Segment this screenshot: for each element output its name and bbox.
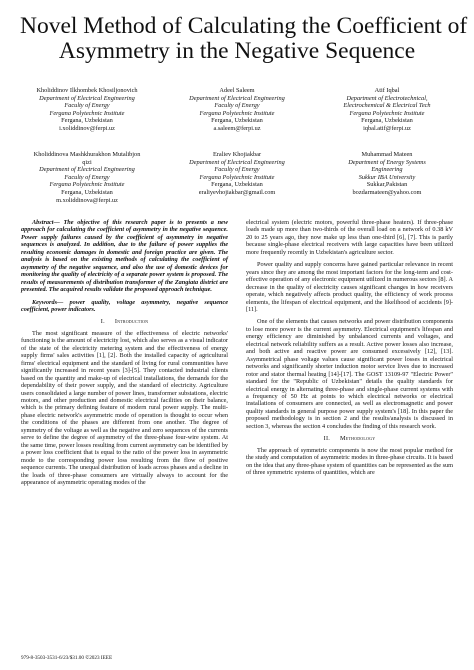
body-paragraph: Power quality and supply concerns have gained particular relevance in recent years since they are among the most important factors for the long-term and cost-effective operation of any electronic equipment utilized in numerous sectors [8]. A decrease in the quality of electricity causes significant changes in how receivers operate, which negatively affects product quality, the efficiency of work process elements, the lifespan of electrical equipment, and the likelihood of accidents [9]-[11].	[246, 261, 453, 313]
author-email: iqbal.atif@ferpi.uz	[363, 124, 411, 132]
section-title: Methodology	[340, 435, 376, 443]
author-institute: Fergana Polytechnic Institute	[199, 173, 275, 181]
author-department: Department of Electrical Engineering	[39, 94, 135, 102]
author-name: Kholiddinova Mashkhurakhon Mutalibjon	[33, 151, 141, 158]
section-title: Introduction	[114, 318, 149, 326]
body-paragraph: One of the elements that causes networks and power distribution components to lose more power is the current asymmetry. Electrical equipment's lifespan and energy efficiency are diminished by unbalanced currents and voltages, and electrical network reliability suffers as a result. Active power losses also increase, and both active and reactive power are consumed excessively [12], [13]. Asymmetrical phase voltage values cause significant power losses in electrical networks and significantly shorter induction motor service lives due to increased rotor and stator thermal heating [14]-[17]. The GOST 13109-97 "Electric Power" standard for the "Republic of Uzbekistan" details the quality standards for electrical energy in alternating three-phase and single-phase current systems with a frequency of 50 Hz at points to which electrical networks or electrical installations of consumers are connected, as well as electromagnetic and power quality standards in general purpose power supply system's [18]. In this paper the proposed methodology is in section 2 and the results/analysis is discussed in section 3, whereas the section 4 concludes the finding of this research work.	[246, 318, 453, 430]
author-name: Muhammad Mateen	[361, 151, 413, 158]
author-name: Eraliev Khojiakbar	[212, 151, 262, 158]
author-institute: Fergana Polytechnic Institute	[49, 181, 125, 189]
author-institute: Sukkur IBA University	[358, 173, 416, 181]
author-city: Fergana, Uzbekistan	[61, 188, 113, 196]
abstract-label: Abstract—	[32, 219, 60, 226]
right-column	[246, 219, 453, 477]
keywords-label: Keywords—	[32, 298, 64, 306]
author-department: Department of Energy Systems	[348, 158, 426, 166]
author-block	[162, 87, 312, 133]
left-column	[21, 219, 228, 486]
author-block	[312, 151, 462, 197]
author-department: Department of Electrical Engineering	[39, 166, 135, 174]
author-name: Atif Iqbal	[374, 87, 400, 94]
author-institute: Fergana Polytechnic Institute	[199, 109, 275, 117]
abstract-paragraph	[21, 219, 228, 294]
section-heading-introduction	[21, 318, 228, 325]
author-faculty: Faculty of Energy	[64, 173, 110, 181]
author-name: Kholiddinov Ilkhombek Khosiljonovich	[36, 87, 138, 94]
author-city: Fergana, Uzbekistan	[211, 117, 263, 125]
author-institute: Fergana Polytechnic Institute	[49, 109, 125, 117]
author-block	[162, 151, 312, 197]
author-city: Fergana, Uzbekistan	[211, 181, 263, 189]
author-block	[12, 151, 162, 204]
author-email: bozdarmateen@yahoo.com	[352, 188, 422, 196]
author-block	[312, 87, 462, 133]
body-paragraph: electrical system (electric motors, powerful three-phase heaters). If three-phase loads made up more than two-thirds of the overall load on a network of 0.38 kV 20 to 25 years ago, they now make up less than one-third [6], [7]. This is partly because single-phase electrical receivers with large capacities have been utilized more frequently recently in Uzbekistan's agriculture sector.	[246, 219, 453, 256]
author-email: m.xoliddinova@ferpi.uz	[56, 196, 118, 204]
author-department: Department of Electrical Engineering	[189, 94, 285, 102]
author-faculty: Faculty of Energy	[64, 102, 110, 110]
author-department: Department of Electrical Engineering	[189, 158, 285, 166]
title-line-1: Novel Method of Calculating the Coefficient of	[20, 13, 468, 39]
abstract-text: The objective of this research paper is to presents a new approach for calculating the coefficient of asymmetry in the negative sequence. Power supply failures caused by the coefficient of asymmetry in negative sequences is analyzed. In addition, due to the failure of power supplies the resulting economic damages in domestic and foreign practice are given. The analysis is based on the existing methods of calculating the coefficient of asymmetry of the negative sequence, and also the use of domestic devices for monitoring the quality of electricity of a separate power system is proposed. The results of measurements of distribution transformer of the Zangiata district are presented. The acquired results validate the proposed approach technique.	[21, 219, 228, 294]
author-faculty: Faculty of Energy	[214, 102, 260, 110]
author-name-cont: qizi	[82, 158, 92, 166]
author-institute: Fergana Polytechnic Institute	[349, 109, 425, 117]
keywords-paragraph	[21, 299, 228, 314]
section-heading-methodology	[246, 435, 453, 442]
section-number: I.	[100, 318, 105, 326]
author-email: i.xoliddinov@ferpi.uz	[59, 124, 115, 132]
author-email: a.saleem@ferpi.uz	[213, 124, 261, 132]
section-number: II.	[323, 435, 330, 443]
author-name: Adeel Saleem	[219, 87, 255, 94]
body-paragraph: The approach of symmetric components is now the most popular method for the study and computation of asymmetric modes in three-phase circuits. It is based on the idea that any three-phase system of quantities can be represented as the sum of three symmetric systems of quantities, which are	[246, 446, 453, 477]
body-paragraph: The most significant measure of the effectiveness of electric networks' functioning is the amount of electricity lost, which also serves as a visual indicator of the state of the electricity metering system and the effectiveness of energy supply firms' sales activities [1], [2]. Both the installed capacity of agricultural firms' electrical equipment and the standard of living for rural communities have significantly increased in recent years [3]-[5]. They contacted industrial clients based on the quantity and make-up of electrical installations, the demands for the dependability of their power supply, and the standard of electricity. Agriculture users consolidated a large number of power lines, transformer substations, electric motors, and other production and domestic electrical facilities on their balance, which is the primary defining feature of modern rural power supply. The multi-phase electric network's asymmetric mode of operation is thought to occur when the conditions of the phases are different from one another. The degree of symmetry of the voltage as well as the negative and zero sequences of the currents serve to define the degree of asymmetry of the three-phase four-wire system. At the same time, power losses resulting from current asymmetry can be identified by a power loss coefficient that is equal to the ratio of the power loss in asymmetric mode to the corresponding power loss resulting from the flow of positive sequence currents. The unequal distribution of loads across phases and a decline in the loads of three-phase consumers are virtually always to account for the appearance of asymmetric operating modes of the	[21, 329, 228, 486]
author-faculty: Faculty of Energy	[214, 166, 260, 174]
author-block	[12, 87, 162, 133]
author-city: Sukkar,Pakistan	[366, 181, 408, 189]
author-faculty: Engineering	[371, 166, 403, 174]
author-city: Fergana, Uzbekistan	[61, 117, 113, 125]
author-city: Fergana, Uzbekistan	[361, 117, 413, 125]
author-email: eraliyevhojiakbar@gmail.com	[198, 188, 276, 196]
title-line-2: Asymmetry in the Negative Sequence	[58, 38, 416, 64]
copyright-footer: 979-8-3503-3531-6/23/$31.00 ©2023 IEEE	[21, 655, 113, 661]
author-faculty: Electrochemical & Electrical Tech	[343, 102, 431, 110]
author-department: Department of Electrotechnical,	[346, 94, 428, 102]
paper-title	[20, 13, 468, 64]
keywords-text: power quality, voltage asymmetry, negative sequence coefficient, power indicators.	[21, 298, 228, 313]
